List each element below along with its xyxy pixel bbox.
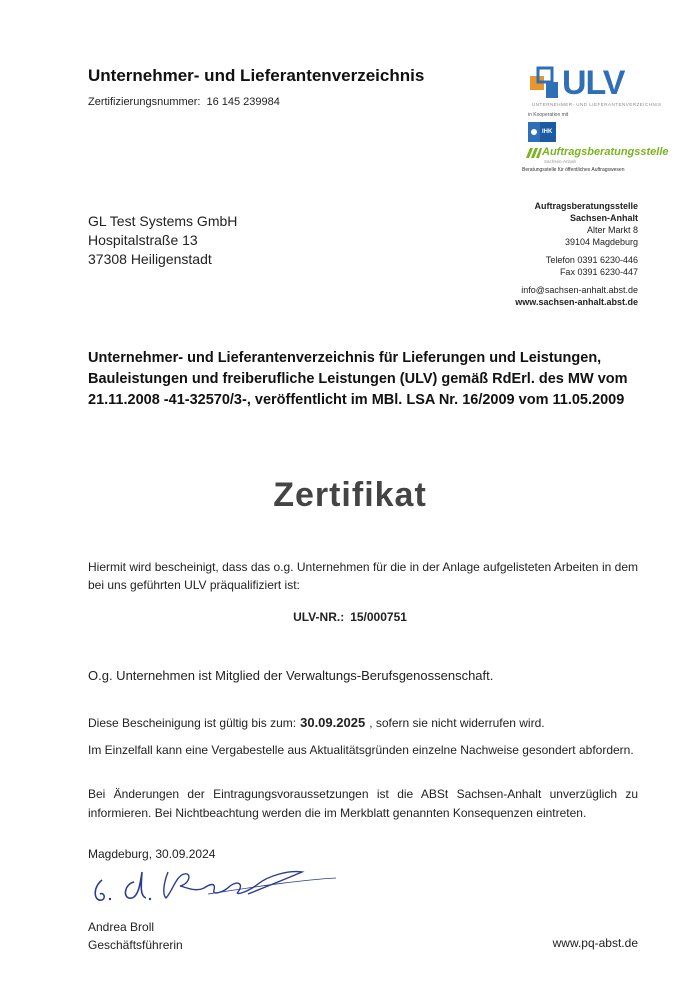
validity-date: 30.09.2025: [300, 715, 366, 730]
certification-value: 16 145 239984: [206, 96, 280, 108]
main-heading: Unternehmer- und Lieferantenverzeichnis für Lieferungen und Leistungen, Bauleistungen und freiberufliche Leistungen (ULV) gemäß RdErl. des MW vom 21.11.2008 -41-32570/3-, veröffentlicht im MBl. LSA Nr. 16/2009 vom 11.05.2009: [88, 350, 628, 408]
sender-city: 39104 Magdeburg: [564, 237, 638, 247]
signature-icon: [88, 862, 348, 912]
ulv-logo: [528, 64, 662, 120]
signer-block: [88, 918, 183, 954]
intro-text: Hiermit wird bescheinigt, dass das o.g. Unternehmen für die in der Anlage aufgelisteten Arbeiten in dem bei uns geführten ULV präqualifiziert ist:: [88, 560, 638, 592]
paragraph-individual-case: Im Einzelfall kann eine Vergabestelle aus Aktualitätsgründen einzelne Nachweise gesondert abfordern.: [88, 743, 634, 757]
footer-website: www.pq-abst.de: [552, 936, 638, 950]
auftragsberatungsstelle-logo: [522, 146, 669, 176]
ihk-emblem-icon: [528, 122, 556, 142]
ihk-logo: [528, 122, 638, 142]
ulv-number: [0, 610, 700, 624]
recipient-street: Hospitalstraße 13: [88, 232, 198, 248]
recipient-company: GL Test Systems GmbH: [88, 213, 238, 229]
sender-fax: Fax 0391 6230-447: [559, 267, 638, 277]
ab-logo-tagline: Beratungsstelle für öffentliches Auftragswesen: [522, 167, 625, 173]
certification-number: [88, 96, 280, 108]
signer-name: Andrea Broll: [88, 920, 155, 934]
validity-text: [88, 715, 545, 730]
place-and-date: Magdeburg, 30.09.2024: [88, 847, 216, 861]
sender-address: [515, 200, 638, 308]
ulv-logo-subtitle: UNTERNEHMER- UND LIEFERANTENVERZEICHNIS: [532, 102, 662, 107]
ab-logo-text: Auftragsberatungsstelle: [542, 146, 669, 158]
ab-bars-icon: [524, 148, 542, 158]
paragraph-changes: Bei Änderungen der Eintragungsvoraussetzungen ist die ABSt Sachsen-Anhalt unverzüglich zu informieren. Bei Nichtbeachtung werden die im Merkblatt genannten Konsequenzen eintreten.: [88, 787, 638, 820]
sender-street: Alter Markt 8: [586, 225, 638, 235]
validity-prefix: Diese Bescheinigung ist gültig bis zum:: [88, 716, 297, 730]
recipient-city: 37308 Heiligenstadt: [88, 251, 212, 267]
recipient-address: [88, 212, 237, 269]
ulv-logo-text: ULV: [562, 64, 625, 102]
certification-label: Zertifizierungsnummer:: [88, 96, 201, 108]
ulv-number-label: ULV-NR.:: [293, 610, 345, 624]
document-title: Unternehmer- und Lieferantenverzeichnis: [88, 66, 425, 85]
sender-email: info@sachsen-anhalt.abst.de: [521, 285, 638, 295]
ab-logo-region: Sachsen-Anhalt: [544, 159, 576, 164]
membership-text: O.g. Unternehmen ist Mitglied der Verwaltungs-Berufsgenossenschaft.: [88, 668, 494, 683]
sender-org: Auftragsberatungsstelle: [534, 201, 638, 211]
sender-phone: Telefon 0391 6230-446: [545, 255, 638, 265]
ulv-number-value: 15/000751: [350, 610, 407, 624]
sender-region: Sachsen-Anhalt: [569, 213, 638, 223]
ulv-squares-icon: [528, 66, 562, 102]
sender-web: www.sachsen-anhalt.abst.de: [515, 297, 638, 307]
certificate-title: Zertifikat: [273, 476, 427, 514]
validity-suffix: , sofern sie nicht widerrufen wird.: [369, 716, 545, 730]
signer-role: Geschäftsführerin: [88, 938, 183, 952]
ulv-cooperation-text: in Kooperation mit: [528, 112, 569, 118]
ihk-logo-text: IHK: [542, 129, 553, 135]
